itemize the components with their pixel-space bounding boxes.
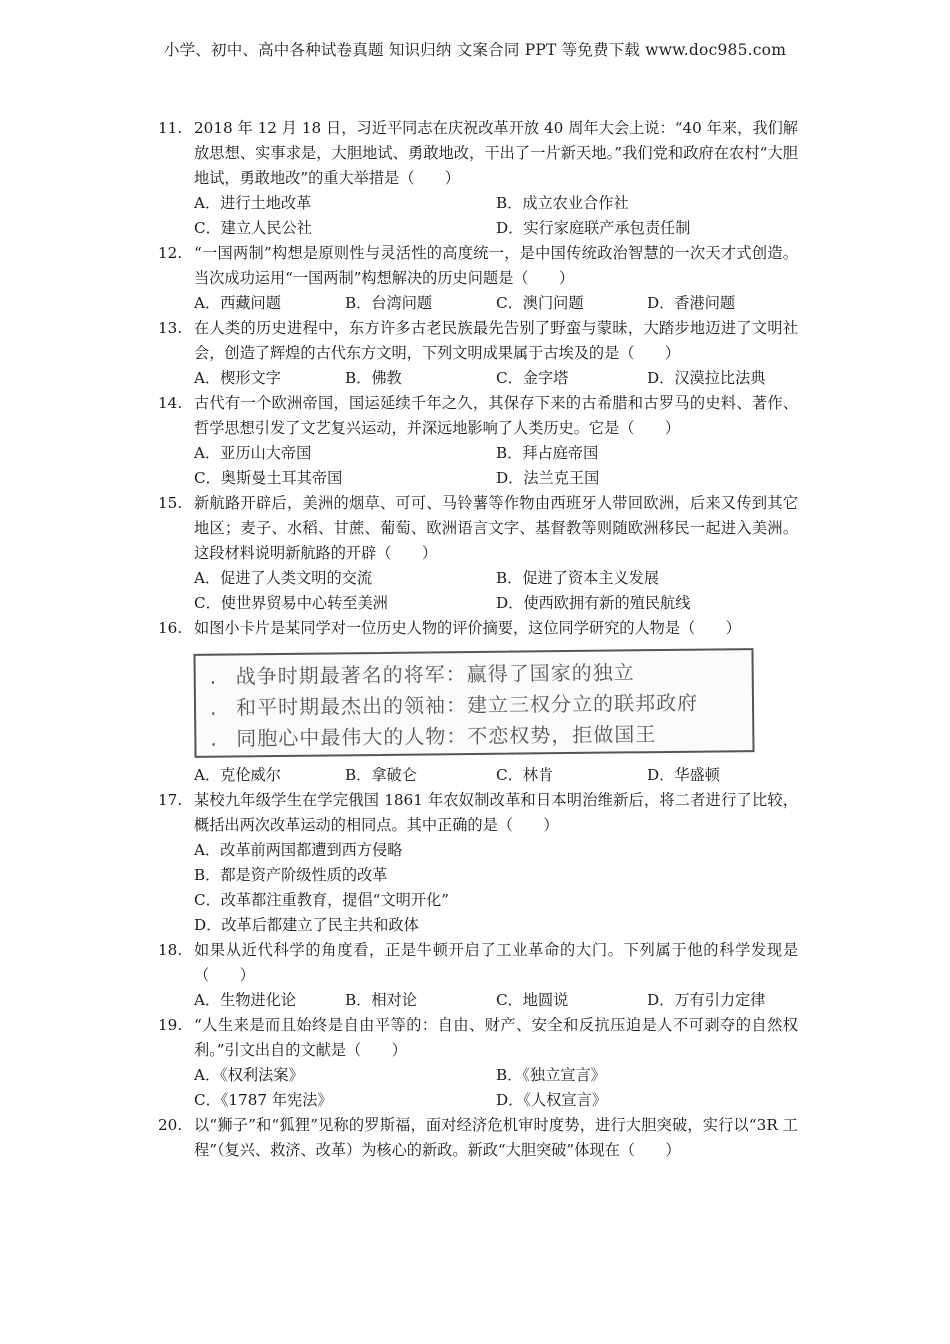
option-a: A．改革前两国都遭到西方侵略 <box>194 841 403 859</box>
options <box>194 566 798 616</box>
question-number: 17. <box>158 791 183 809</box>
option-d: D．香港问题 <box>647 294 736 312</box>
options <box>194 1063 798 1113</box>
question-11 <box>158 116 798 241</box>
question-text: 2018 年 12 月 18 日，习近平同志在庆祝改革开放 40 周年大会上说：“40 年来，我们解放思想、实事求是，大胆地试、勇敢地改，干出了一片新天地。”我们党和政府在农村“大胆地试，勇敢地改”的重大举措是（ ） <box>194 119 798 187</box>
question-number: 18. <box>158 941 183 959</box>
option-d: D．使西欧拥有新的殖民航线 <box>496 594 691 612</box>
question-text: 在人类的历史进程中，东方许多古老民族最先告别了野蛮与蒙昧，大踏步地迈进了文明社会，创造了辉煌的古代东方文明，下列文明成果属于古埃及的是（ ） <box>194 319 798 362</box>
option-a: A．西藏问题 <box>194 294 281 312</box>
option-b: B．成立农业合作社 <box>496 194 629 212</box>
options <box>194 291 798 316</box>
card-line: . 同胞心中最伟大的人物：不恋权势，拒做国王 <box>210 722 657 751</box>
option-b: B．相对论 <box>345 991 417 1009</box>
option-d: D．实行家庭联产承包责任制 <box>496 219 691 237</box>
question-text: 新航路开辟后，美洲的烟草、可可、马铃薯等作物由西班牙人带回欧洲，后来又传到其它地区；麦子、水稻、甘蔗、葡萄、欧洲语言文字、基督教等则随欧洲移民一起进入美洲。这段材料说明新航路的开辟（ ） <box>194 494 798 562</box>
options <box>194 366 798 391</box>
question-text: 古代有一个欧洲帝国，国运延续千年之久，其保存下来的古希腊和古罗马的史料、著作、哲学思想引发了文艺复兴运动，并深远地影响了人类历史。它是（ ） <box>194 394 798 437</box>
page-header: 小学、初中、高中各种试卷真题 知识归纳 文案合同 PPT 等免费下载 www.doc985.com <box>163 41 787 59</box>
question-number: 12. <box>158 244 183 262</box>
option-b: B．《独立宣言》 <box>496 1066 606 1084</box>
options <box>194 838 798 938</box>
question-18 <box>158 938 798 1013</box>
option-d: D．《人权宣言》 <box>496 1091 607 1109</box>
question-number: 16. <box>158 619 183 637</box>
option-a: A．楔形文字 <box>194 369 281 387</box>
question-number: 20. <box>158 1116 183 1134</box>
option-c: C．使世界贸易中心转至美洲 <box>194 594 388 612</box>
question-number: 15. <box>158 494 183 512</box>
option-d: D．改革后都建立了民主共和政体 <box>194 916 419 934</box>
options <box>194 763 798 788</box>
option-b: B．都是资产阶级性质的改革 <box>194 866 388 884</box>
option-c: C．地圆说 <box>496 991 569 1009</box>
option-a: A．克伦威尔 <box>194 766 281 784</box>
question-13 <box>158 316 798 391</box>
option-a: A．亚历山大帝国 <box>194 444 312 462</box>
question-15 <box>158 491 798 616</box>
option-c: C．金字塔 <box>496 369 569 387</box>
question-number: 19. <box>158 1016 183 1034</box>
question-text: “一国两制”构想是原则性与灵活性的高度统一，是中国传统政治智慧的一次天才式创造。当次成功运用“一国两制”构想解决的历史问题是（ ） <box>194 244 798 287</box>
option-b: B．佛教 <box>345 369 402 387</box>
question-text: 以“狮子”和“狐狸”见称的罗斯福，面对经济危机审时度势，进行大胆突破，实行以“3R 工程”（复兴、救济、改革）为核心的新政。新政“大胆突破”体现在（ ） <box>194 1116 798 1159</box>
option-a: A．生物进化论 <box>194 991 297 1009</box>
option-c: C．林肯 <box>496 766 554 784</box>
question-text: 如图小卡片是某同学对一位历史人物的评价摘要，这位同学研究的人物是（ ） <box>194 619 741 637</box>
question-14 <box>158 391 798 491</box>
question-19 <box>158 1013 798 1113</box>
figure-card <box>193 648 754 758</box>
card-line: . 和平时期最杰出的领袖：建立三权分立的联邦政府 <box>209 690 699 720</box>
option-d: D．华盛顿 <box>647 766 720 784</box>
option-d: D．万有引力定律 <box>647 991 766 1009</box>
question-number: 14. <box>158 394 183 412</box>
question-12 <box>158 241 798 316</box>
option-c: C．建立人民公社 <box>194 219 312 237</box>
options <box>194 988 798 1013</box>
option-d: D．法兰克王国 <box>496 469 600 487</box>
option-d: D．汉漠拉比法典 <box>647 369 766 387</box>
question-text: 如果从近代科学的角度看，正是牛顿开启了工业革命的大门。下列属于他的科学发现是（ ） <box>194 941 798 984</box>
option-c: C．奥斯曼土耳其帝国 <box>194 469 343 487</box>
option-b: B．台湾问题 <box>345 294 433 312</box>
option-a: A．《权利法案》 <box>194 1066 304 1084</box>
question-text: “人生来是而且始终是自由平等的：自由、财产、安全和反抗压迫是人不可剥夺的自然权利。”引文出自的文献是（ ） <box>194 1016 798 1059</box>
option-c: C．澳门问题 <box>496 294 584 312</box>
question-list <box>158 116 798 1163</box>
option-b: B．促进了资本主义发展 <box>496 569 660 587</box>
question-16 <box>158 616 798 788</box>
option-a: A．进行土地改革 <box>194 194 312 212</box>
option-c: C．《1787 年宪法》 <box>194 1091 333 1109</box>
question-number: 11. <box>158 119 183 137</box>
question-17 <box>158 788 798 938</box>
options <box>194 191 798 241</box>
option-c: C．改革都注重教育，提倡“文明开化” <box>194 891 449 909</box>
question-20 <box>158 1113 798 1163</box>
card-line: . 战争时期最著名的将军：赢得了国家的独立 <box>209 660 635 689</box>
question-number: 13. <box>158 319 183 337</box>
option-b: B．拜占庭帝国 <box>496 444 599 462</box>
question-text: 某校九年级学生在学完俄国 1861 年农奴制改革和日本明治维新后，将二者进行了比较，概括出两次改革运动的相同点。其中正确的是（ ） <box>194 791 798 834</box>
option-a: A．促进了人类文明的交流 <box>194 569 373 587</box>
options <box>194 441 798 491</box>
option-b: B．拿破仑 <box>345 766 417 784</box>
